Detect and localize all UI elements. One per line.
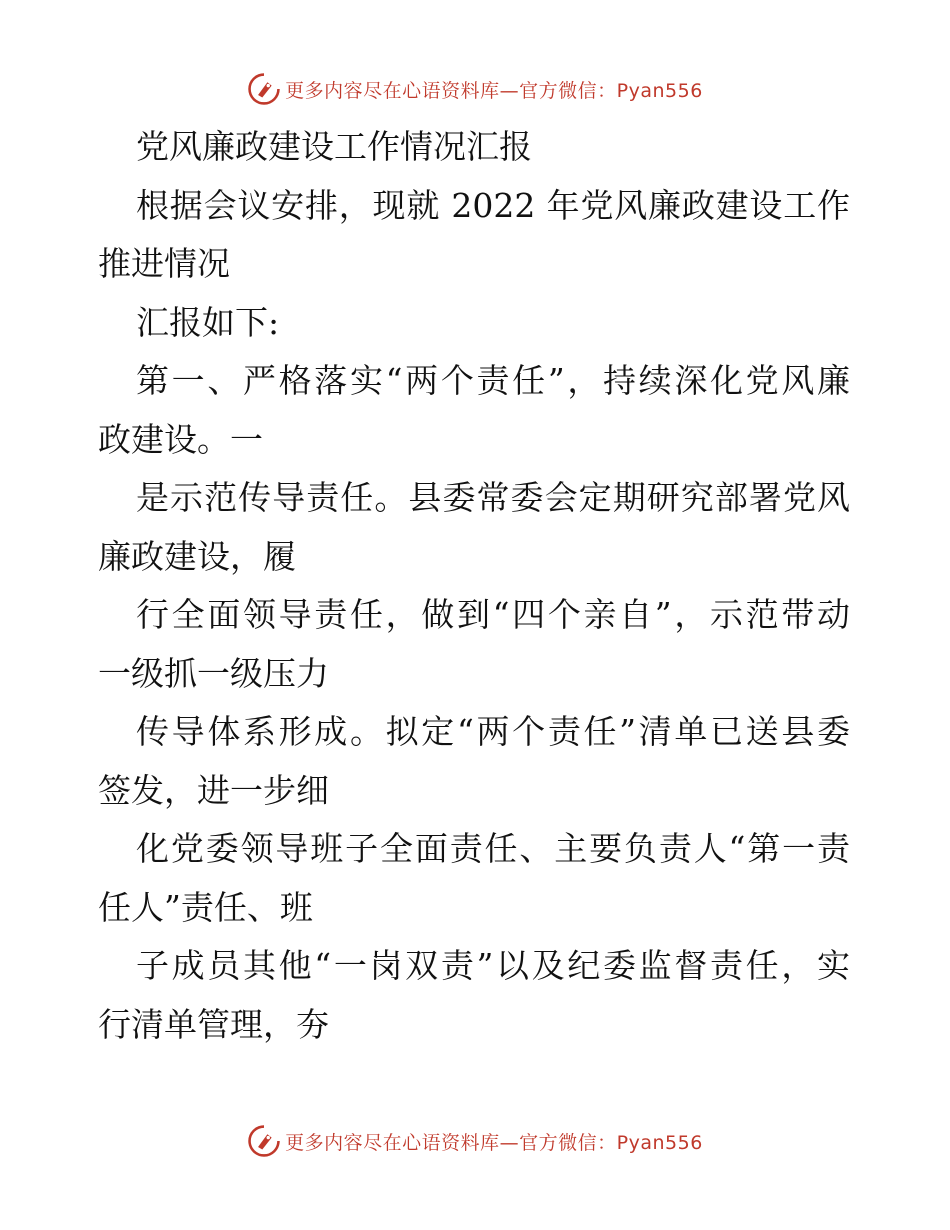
paragraph-line: 签发，进一步细: [98, 770, 329, 810]
paragraph-line: 子成员其他“一岗双责”以及纪委监督责任，实: [136, 946, 850, 985]
paragraph-line: 化党委领导班子全面责任、主要负责人“第一责: [136, 829, 850, 868]
paragraph-line: 行清单管理，夯: [98, 1004, 329, 1044]
watermark-header: [0, 72, 950, 106]
paragraph-line: 传导体系形成。拟定“两个责任”清单已送县委: [136, 712, 850, 751]
document-title: 党风廉政建设工作情况汇报: [136, 127, 532, 166]
watermark-footer: [0, 1124, 950, 1158]
paragraph-line: 第一、严格落实“两个责任”，持续深化党风廉: [136, 361, 850, 400]
watermark-text: 更多内容尽在心语资料库—官方微信：Pyan556: [285, 1131, 703, 1154]
paragraph-line: 汇报如下:: [136, 302, 280, 342]
paragraph-line: 一级抓一级压力: [98, 653, 329, 693]
paragraph-line: 根据会议安排，现就 2022 年党风廉政建设工作: [136, 185, 850, 225]
paragraph-line: 政建设。一: [98, 419, 263, 459]
pen-nib-logo-icon: [247, 1124, 281, 1158]
paragraph-line: 是示范传导责任。县委常委会定期研究部署党风: [136, 478, 850, 517]
paragraph-line: 行全面领导责任，做到“四个亲自”，示范带动: [136, 595, 850, 634]
paragraph-line: 推进情况: [98, 244, 230, 283]
document-body: [98, 118, 850, 1054]
paragraph-line: 任人”责任、班: [98, 887, 313, 927]
paragraph-line: 廉政建设，履: [98, 536, 296, 576]
pen-nib-logo-icon: [247, 72, 281, 106]
watermark-text: 更多内容尽在心语资料库—官方微信：Pyan556: [285, 79, 703, 102]
